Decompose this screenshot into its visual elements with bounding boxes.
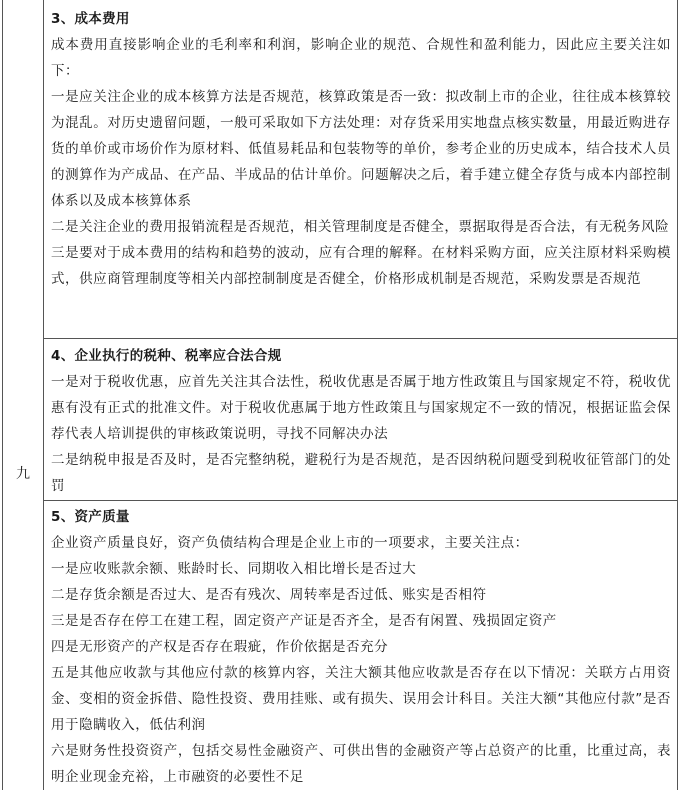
paragraph: 一是对于税收优惠，应首先关注其合法性，税收优惠是否属于地方性政策且与国家规定不符，税收优惠有没有正式的批准文件。对于税收优惠属于地方性政策且与国家规定不一致的情况，根据证监会保荐代表人培训提供的审核政策说明，寻找不同解决办法 (51, 374, 671, 442)
paragraph: 六是财务性投资资产，包括交易性金融资产、可供出售的金融资产等占总资产的比重，比重过高，表明企业现金充裕，上市融资的必要性不足 (51, 743, 671, 785)
section-asset-quality (44, 500, 677, 791)
paragraph: 五是其他应收款与其他应付款的核算内容，关注大额其他应收款是否存在以下情况：关联方占用资金、变相的资金拆借、隐性投资、费用挂账、或有损失、误用会计科目。关注大额“其他应付款”是否用于隐瞒收入，低估利润 (51, 665, 671, 733)
row-label: 九 (16, 466, 30, 482)
paragraph: 成本费用直接影响企业的毛利率和利润，影响企业的规范、合规性和盈利能力，因此应主要关注如下： (51, 37, 671, 79)
paragraph: 四是无形资产的产权是否存在瑕疵，作价依据是否充分 (51, 639, 389, 655)
sections-column (44, 0, 677, 790)
paragraph: 三是是否存在停工在建工程，固定资产产证是否齐全，是否有闲置、残损固定资产 (51, 613, 557, 629)
section-cost-expenses (44, 0, 677, 338)
row-label-cell (3, 0, 44, 790)
paragraph: 三是要对于成本费用的结构和趋势的波动，应有合理的解释。在材料采购方面，应关注原材料采购模式，供应商管理制度等相关内部控制制度是否健全，价格形成机制是否规范，采购发票是否规范 (51, 245, 671, 287)
section-heading: 5、资产质量 (51, 509, 130, 525)
section-tax-compliance (44, 338, 677, 500)
paragraph: 一是应收账款余额、账龄时长、同期收入相比增长是否过大 (51, 561, 417, 577)
paragraph: 企业资产质量良好，资产负债结构合理是企业上市的一项要求，主要关注点： (51, 535, 529, 551)
paragraph: 二是关注企业的费用报销流程是否规范，相关管理制度是否健全，票据取得是否合法，有无税务风险 (51, 219, 670, 235)
section-heading: 4、企业执行的税种、税率应合法合规 (51, 348, 282, 364)
paragraph: 二是纳税申报是否及时，是否完整纳税，避税行为是否规范，是否因纳税问题受到税收征管部门的处罚 (51, 452, 671, 494)
content-table (2, 0, 678, 790)
paragraph: 二是存货余额是否过大、是否有残次、周转率是否过低、账实是否相符 (51, 587, 487, 603)
paragraph: 一是应关注企业的成本核算方法是否规范，核算政策是否一致：拟改制上市的企业，往往成本核算较为混乱。对历史遗留问题，一般可采取如下方法处理：对存货采用实地盘点核实数量，用最近购进存货的单价或市场价作为原材料、低值易耗品和包装物等的单价，参考企业的历史成本，结合技术人员的测算作为产成品、在产品、半成品的估计单价。问题解决之后，着手建立健全存货与成本内部控制体系以及成本核算体系 (51, 89, 671, 209)
section-heading: 3、成本费用 (51, 11, 130, 27)
